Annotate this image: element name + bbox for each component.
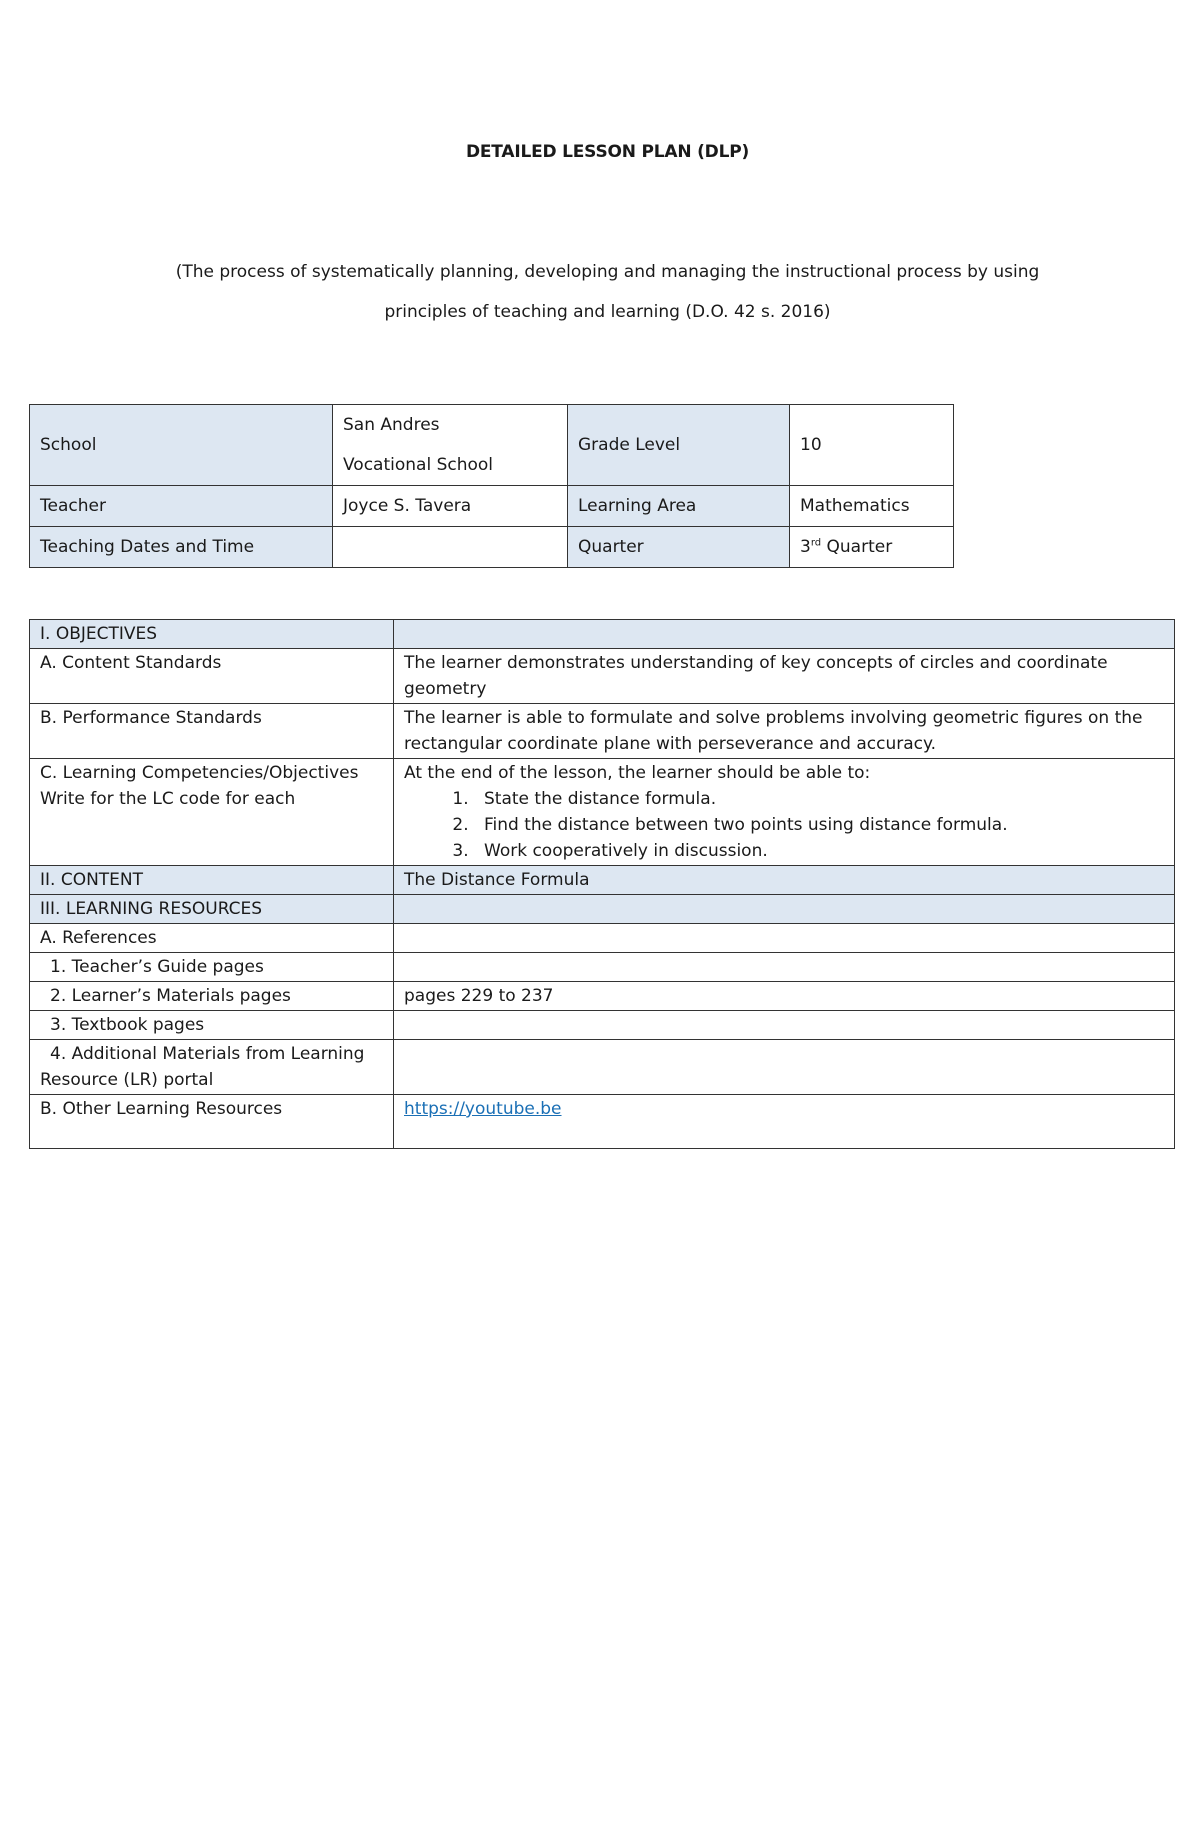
other-resources-value (394, 1095, 1175, 1149)
competencies-value (394, 759, 1175, 866)
teachers-guide-label (30, 953, 394, 982)
teacher-label: Teacher (30, 486, 333, 527)
objectives-heading-value (394, 620, 1175, 649)
grade-value: 10 (790, 405, 954, 486)
school-value-line-1: San Andres (343, 415, 440, 435)
additional-materials-line-2: Resource (LR) portal (40, 1070, 214, 1090)
competencies-list (404, 786, 1164, 864)
quarter-label: Quarter (568, 527, 790, 568)
learners-materials-value: pages 229 to 237 (394, 982, 1175, 1011)
school-value (333, 405, 568, 486)
info-table (29, 404, 954, 568)
school-label: School (30, 405, 333, 486)
grade-label: Grade Level (568, 405, 790, 486)
textbook-text: 3. Textbook pages (50, 1015, 205, 1035)
content-standards-value: The learner demonstrates understanding of key concepts of circles and coordinate geometry (394, 649, 1175, 704)
competencies-label-line-1: C. Learning Competencies/Objectives (40, 763, 359, 783)
content-value: The Distance Formula (394, 866, 1175, 895)
objectives-heading: I. OBJECTIVES (30, 620, 394, 649)
quarter-number: 3 (800, 537, 811, 557)
learning-area-value: Mathematics (790, 486, 954, 527)
school-value-line-2: Vocational School (343, 455, 494, 475)
learning-resources-value (394, 895, 1175, 924)
content-heading: II. CONTENT (30, 866, 394, 895)
textbook-value (394, 1011, 1175, 1040)
quarter-word: Quarter (821, 537, 893, 557)
dates-value (333, 527, 568, 568)
youtube-link[interactable]: https://youtube.be (404, 1099, 562, 1119)
competencies-label (30, 759, 394, 866)
additional-materials-value (394, 1040, 1175, 1095)
additional-materials-label (30, 1040, 394, 1095)
subtitle-line-1: (The process of systematically planning, developing and managing the instructional process by using (175, 262, 1040, 282)
document-subtitle (0, 252, 1200, 332)
dates-label: Teaching Dates and Time (30, 527, 333, 568)
learning-resources-heading: III. LEARNING RESOURCES (30, 895, 394, 924)
additional-materials-line-1: 4. Additional Materials from Learning (50, 1044, 365, 1064)
learning-area-label: Learning Area (568, 486, 790, 527)
content-standards-label: A. Content Standards (30, 649, 394, 704)
teacher-value: Joyce S. Tavera (333, 486, 568, 527)
teachers-guide-text: 1. Teacher’s Guide pages (50, 957, 264, 977)
list-item: 1. State the distance formula. (474, 786, 1164, 812)
performance-standards-label: B. Performance Standards (30, 704, 394, 759)
subtitle-line-2: principles of teaching and learning (D.O. 42 s. 2016) (384, 302, 831, 322)
teachers-guide-value (394, 953, 1175, 982)
competencies-label-line-2: Write for the LC code for each (40, 789, 296, 809)
list-item: 3. Work cooperatively in discussion. (474, 838, 1164, 864)
document-title: DETAILED LESSON PLAN (DLP) (465, 142, 750, 162)
quarter-ordinal: rd (810, 537, 822, 549)
learners-materials-text: 2. Learner’s Materials pages (50, 986, 291, 1006)
other-resources-label: B. Other Learning Resources (30, 1095, 394, 1149)
quarter-value (790, 527, 954, 568)
list-item: 2. Find the distance between two points using distance formula. (474, 812, 1164, 838)
references-value (394, 924, 1175, 953)
learners-materials-label (30, 982, 394, 1011)
textbook-label (30, 1011, 394, 1040)
lesson-table (29, 619, 1175, 1149)
references-label: A. References (30, 924, 394, 953)
competencies-intro: At the end of the lesson, the learner should be able to: (404, 763, 871, 783)
performance-standards-value: The learner is able to formulate and solve problems involving geometric figures on the rectangular coordinate plane with perseverance and accuracy. (394, 704, 1175, 759)
